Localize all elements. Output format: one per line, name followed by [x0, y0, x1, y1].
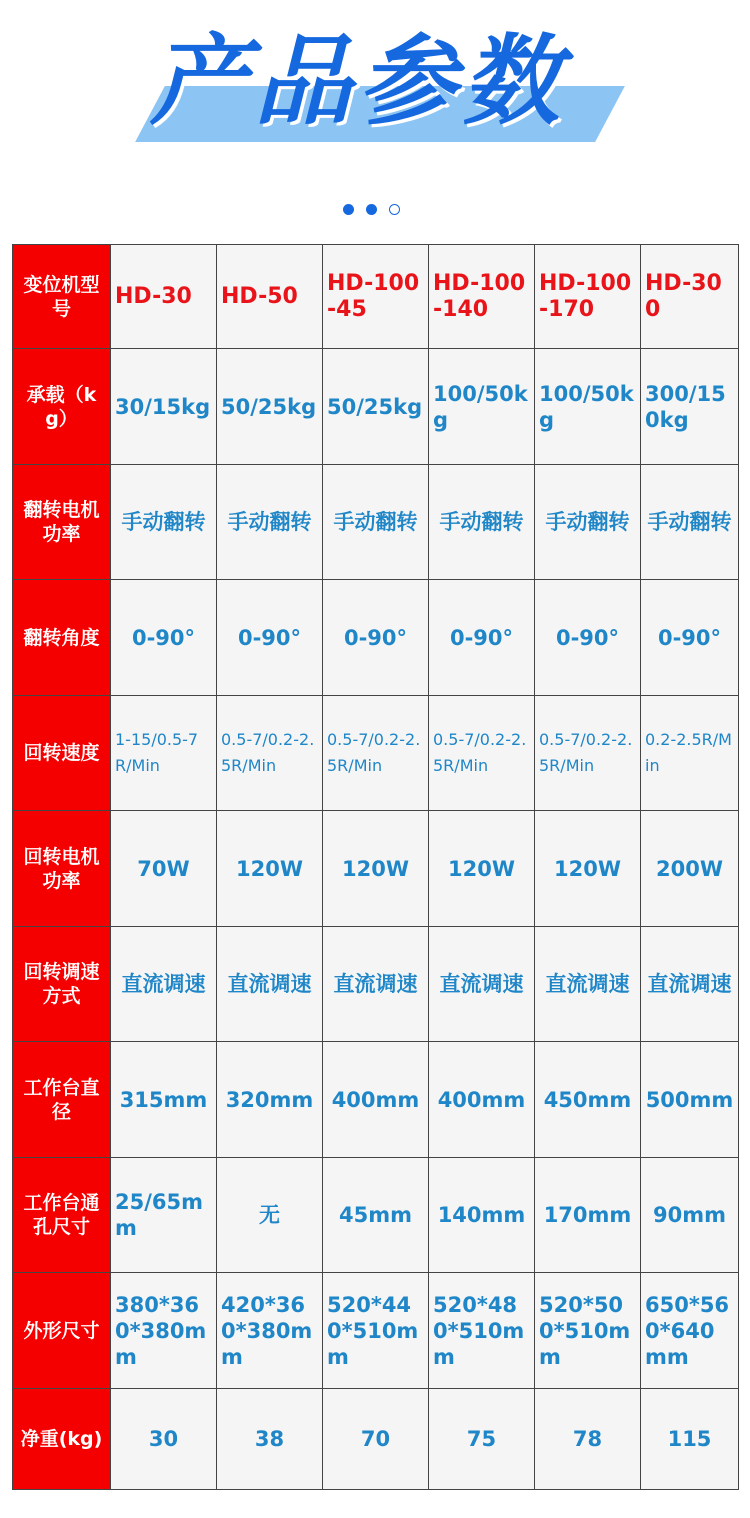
- cell: HD-50: [217, 245, 323, 349]
- cell: 120W: [217, 811, 323, 927]
- cell: 30: [111, 1389, 217, 1490]
- row-label: 外形尺寸: [13, 1273, 111, 1389]
- row-load: [13, 349, 739, 465]
- cell: 30/15kg: [111, 349, 217, 465]
- cell: 直流调速: [217, 927, 323, 1042]
- row-flip-power: [13, 465, 739, 580]
- cell: 520*480*510mm: [429, 1273, 535, 1389]
- cell: HD-100-170: [535, 245, 641, 349]
- cell: 90mm: [641, 1158, 739, 1273]
- cell: 400mm: [323, 1042, 429, 1158]
- cell: 500mm: [641, 1042, 739, 1158]
- cell: 200W: [641, 811, 739, 927]
- cell: 100/50kg: [535, 349, 641, 465]
- pager-dot-3[interactable]: [389, 204, 400, 215]
- row-label: 净重(kg): [13, 1389, 111, 1490]
- cell: 120W: [429, 811, 535, 927]
- cell: 手动翻转: [535, 465, 641, 580]
- row-rotation-speed: [13, 696, 739, 811]
- cell: 手动翻转: [217, 465, 323, 580]
- row-dimensions: [13, 1273, 739, 1389]
- cell: HD-100-140: [429, 245, 535, 349]
- cell: 0-90°: [641, 580, 739, 696]
- row-net-weight: [13, 1389, 739, 1490]
- cell: 520*500*510mm: [535, 1273, 641, 1389]
- row-through-hole: [13, 1158, 739, 1273]
- row-label: 承载（kg）: [13, 349, 111, 465]
- row-speed-control: [13, 927, 739, 1042]
- cell: 0.5-7/0.2-2.5R/Min: [323, 696, 429, 811]
- spec-table: [12, 244, 739, 1490]
- row-label: 翻转角度: [13, 580, 111, 696]
- cell: 170mm: [535, 1158, 641, 1273]
- cell: 0.5-7/0.2-2.5R/Min: [217, 696, 323, 811]
- cell: 直流调速: [323, 927, 429, 1042]
- row-label: 翻转电机功率: [13, 465, 111, 580]
- cell: 手动翻转: [429, 465, 535, 580]
- cell: 0.2-2.5R/Min: [641, 696, 739, 811]
- cell: 520*440*510mm: [323, 1273, 429, 1389]
- cell: 0-90°: [323, 580, 429, 696]
- pager-dot-2[interactable]: [366, 204, 377, 215]
- cell: 直流调速: [535, 927, 641, 1042]
- row-label: 回转电机功率: [13, 811, 111, 927]
- row-rotation-motor-power: [13, 811, 739, 927]
- cell: 直流调速: [111, 927, 217, 1042]
- cell: 1-15/0.5-7R/Min: [111, 696, 217, 811]
- cell: 无: [217, 1158, 323, 1273]
- cell: 420*360*380mm: [217, 1273, 323, 1389]
- row-flip-angle: [13, 580, 739, 696]
- cell: 50/25kg: [217, 349, 323, 465]
- row-label: 变位机型号: [13, 245, 111, 349]
- cell: 315mm: [111, 1042, 217, 1158]
- cell: 380*360*380mm: [111, 1273, 217, 1389]
- pager-dot-1[interactable]: [343, 204, 354, 215]
- cell: 38: [217, 1389, 323, 1490]
- cell: 320mm: [217, 1042, 323, 1158]
- cell: 300/150kg: [641, 349, 739, 465]
- cell: 78: [535, 1389, 641, 1490]
- cell: 0-90°: [217, 580, 323, 696]
- cell: 450mm: [535, 1042, 641, 1158]
- cell: 70: [323, 1389, 429, 1490]
- cell: 0.5-7/0.2-2.5R/Min: [535, 696, 641, 811]
- cell: 手动翻转: [641, 465, 739, 580]
- cell: 75: [429, 1389, 535, 1490]
- cell: 400mm: [429, 1042, 535, 1158]
- cell: 650*560*640mm: [641, 1273, 739, 1389]
- banner-title: 产品参数: [150, 25, 567, 139]
- row-model: [13, 245, 739, 349]
- cell: 0.5-7/0.2-2.5R/Min: [429, 696, 535, 811]
- cell: 手动翻转: [111, 465, 217, 580]
- cell: HD-30: [111, 245, 217, 349]
- cell: HD-100-45: [323, 245, 429, 349]
- cell: 70W: [111, 811, 217, 927]
- cell: 100/50kg: [429, 349, 535, 465]
- row-label: 工作台通孔尺寸: [13, 1158, 111, 1273]
- cell: 0-90°: [535, 580, 641, 696]
- carousel-pager: [343, 204, 400, 218]
- row-table-diameter: [13, 1042, 739, 1158]
- cell: 50/25kg: [323, 349, 429, 465]
- banner: [0, 0, 750, 190]
- cell: 0-90°: [429, 580, 535, 696]
- cell: 140mm: [429, 1158, 535, 1273]
- cell: 直流调速: [429, 927, 535, 1042]
- row-label: 回转调速方式: [13, 927, 111, 1042]
- cell: 0-90°: [111, 580, 217, 696]
- cell: 直流调速: [641, 927, 739, 1042]
- row-label: 回转速度: [13, 696, 111, 811]
- cell: 115: [641, 1389, 739, 1490]
- row-label: 工作台直径: [13, 1042, 111, 1158]
- cell: 手动翻转: [323, 465, 429, 580]
- cell: 120W: [323, 811, 429, 927]
- cell: 25/65mm: [111, 1158, 217, 1273]
- cell: 45mm: [323, 1158, 429, 1273]
- cell: 120W: [535, 811, 641, 927]
- cell: HD-300: [641, 245, 739, 349]
